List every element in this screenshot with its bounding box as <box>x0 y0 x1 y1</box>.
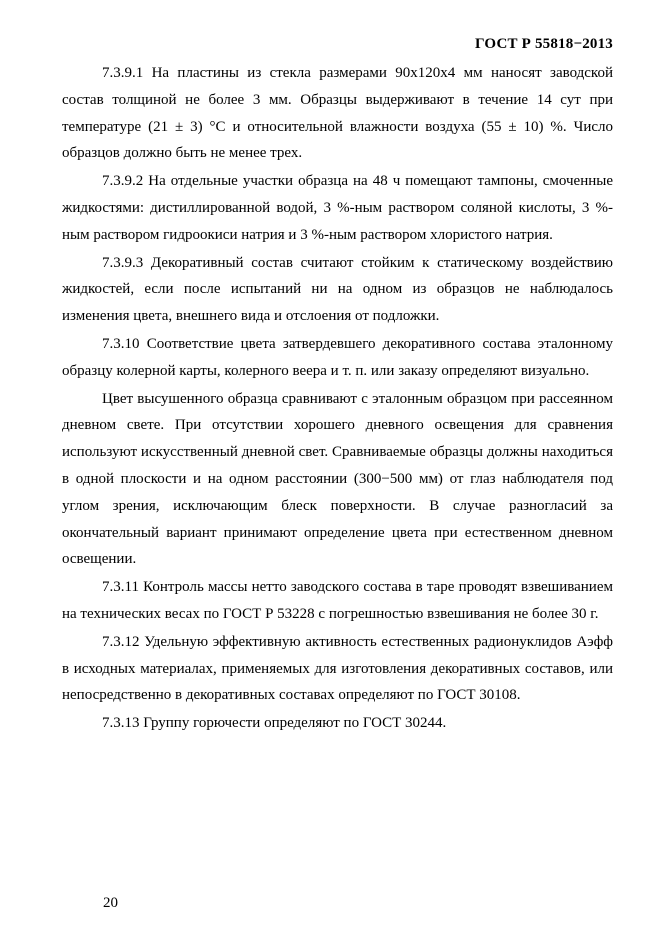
page-number: 20 <box>103 895 118 911</box>
paragraph-7-3-13: 7.3.13 Группу горючести определяют по ГОСТ 30244. <box>102 715 447 732</box>
paragraph-7-3-11: 7.3.11 Контроль массы нетто заводского состава в таре проводят взвешиванием на технических весах по ГОСТ Р 53228 с погрешностью взвешивания не более 30 г. <box>62 579 613 622</box>
paragraph-7-3-9-1: 7.3.9.1 На пластины из стекла размерами 90х120х4 мм наносят заводской состав толщиной не более 3 мм. Образцы выдерживают в течение 14 сут при температуре (21 ± 3) °С и относительной влажности воздуха (55 ± 10) %. Число образцов должно быть не менее трех. <box>62 65 613 162</box>
paragraph-7-3-12: 7.3.12 Удельную эффективную активность естественных радионуклидов Аэфф в исходных материалах, применяемых для изготовления декоративных составов, или непосредственно в декоративных составах определяют по ГОСТ 30108. <box>62 633 613 704</box>
paragraph-7-3-10: 7.3.10 Соответствие цвета затвердевшего декоративного состава эталонному образцу колерной карты, колерного веера и т. п. или заказу определяют визуально. <box>62 335 613 379</box>
document-code: ГОСТ Р 55818−2013 <box>475 36 613 52</box>
paragraph-color-comparison: Цвет высушенного образца сравнивают с эталонным образцом при рассеянном дневном свете. При отсутствии хорошего дневного освещения для сравнения используют искусственный дневной свет. Сравниваемые образцы должны находиться в одной плоскости и на одном расстоянии (300−500 мм) от глаз наблюдателя под углом зрения, исключающим блеск поверхности. В случае разногласий за окончательный вариант принимают определение цвета при естественном дневном освещении. <box>62 390 613 568</box>
document-body <box>62 60 613 738</box>
paragraph-7-3-9-3: 7.3.9.3 Декоративный состав считают стойким к статическому воздействию жидкостей, если после испытаний ни на одном из образцов не наблюдалось изменения цвета, внешнего вида и отслоения от подложки. <box>62 254 613 325</box>
paragraph-7-3-9-2: 7.3.9.2 На отдельные участки образца на 48 ч помещают тампоны, смоченные жидкостями: дистиллированной водой, 3 %-ным раствором соляной кислоты, 3 %-ным раствором гидроокиси натрия и 3 %-ным раствором хлористого натрия. <box>62 173 613 243</box>
